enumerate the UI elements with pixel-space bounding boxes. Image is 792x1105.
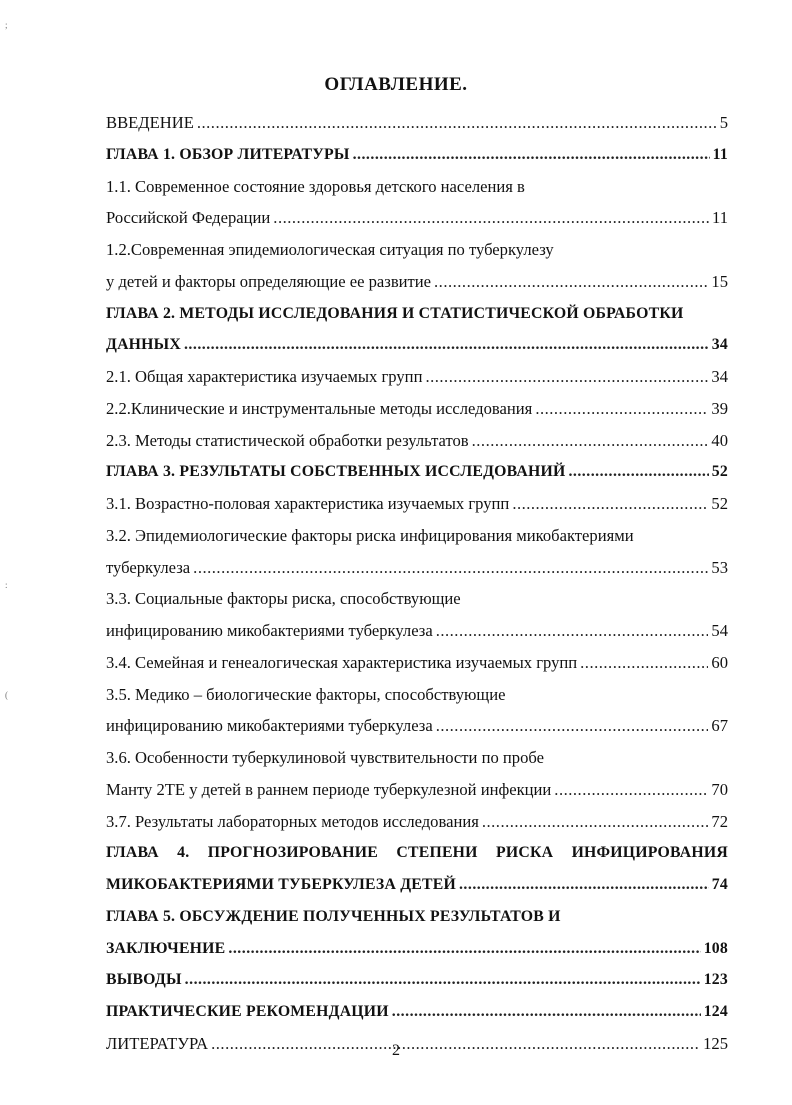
toc-entry bbox=[106, 484, 728, 514]
toc-entry-title: ПРАКТИЧЕСКИЕ РЕКОМЕНДАЦИИ bbox=[106, 1003, 389, 1020]
dot-leader bbox=[568, 462, 708, 482]
dot-leader bbox=[434, 272, 708, 292]
dot-leader bbox=[185, 970, 701, 990]
toc-entry bbox=[106, 262, 728, 292]
dot-leader bbox=[436, 716, 709, 736]
toc-word: 4. bbox=[177, 844, 190, 862]
toc-entry-page: 67 bbox=[711, 716, 728, 736]
toc-entry bbox=[106, 325, 728, 355]
toc-entry-page: 108 bbox=[703, 939, 728, 957]
toc-entry-page: 52 bbox=[711, 494, 728, 513]
toc-entry bbox=[106, 294, 728, 324]
toc-entry-title: Манту 2ТЕ у детей в раннем периоде туберкулезной инфекции bbox=[106, 779, 552, 799]
toc-entry bbox=[106, 516, 728, 546]
toc-entry bbox=[106, 230, 728, 260]
toc-entry-title: инфицированию микобактериями туберкулеза bbox=[106, 716, 433, 736]
toc-entry-page: 15 bbox=[711, 271, 728, 291]
toc-word: РИСКА bbox=[496, 844, 554, 862]
toc-entry bbox=[106, 897, 728, 927]
page-title: ОГЛАВЛЕНИЕ. bbox=[324, 74, 468, 95]
toc-entry-title: у детей и факторы определяющие ее развитие bbox=[106, 271, 432, 291]
dot-leader bbox=[482, 812, 709, 832]
toc-entry-page: 60 bbox=[711, 652, 728, 672]
dot-leader bbox=[353, 145, 710, 165]
toc-entry-page: 70 bbox=[711, 779, 728, 799]
toc-entry bbox=[106, 643, 728, 673]
toc-entry bbox=[106, 865, 728, 895]
toc-entry-page: 39 bbox=[711, 398, 728, 418]
toc-entry-title: 1.1. Современное состояние здоровья детского населения в bbox=[106, 176, 525, 196]
toc-entry-page: 123 bbox=[703, 971, 728, 989]
toc-entry-title: туберкулеза bbox=[106, 557, 191, 577]
toc-entry-title: 3.7. Результаты лабораторных методов исследования bbox=[106, 811, 479, 831]
toc-entry bbox=[106, 738, 728, 768]
toc-entry-page: 53 bbox=[711, 557, 728, 577]
dot-leader bbox=[512, 494, 708, 514]
toc-word: ГЛАВА bbox=[106, 844, 159, 862]
toc-entry bbox=[106, 833, 728, 863]
toc-entry bbox=[106, 135, 728, 165]
dot-leader bbox=[535, 399, 708, 419]
margin-scan-mark: ( bbox=[5, 690, 8, 700]
toc-entry-title: 3.3. Социальные факторы риска, способствующие bbox=[106, 589, 461, 609]
toc-entry-page: 34 bbox=[711, 336, 728, 354]
dot-leader bbox=[228, 939, 700, 959]
toc-entry bbox=[106, 770, 728, 800]
toc-entry-title: 1.2.Современная эпидемиологическая ситуация по туберкулезу bbox=[106, 240, 554, 259]
toc-entry-page: 40 bbox=[711, 430, 728, 450]
page-number: 2 bbox=[392, 1042, 400, 1059]
toc-entry-title: ГЛАВА 5. ОБСУЖДЕНИЕ ПОЛУЧЕННЫХ РЕЗУЛЬТАТОВ И bbox=[106, 907, 561, 925]
dot-leader bbox=[193, 558, 708, 578]
toc-entry-title: 2.3. Методы статистической обработки результатов bbox=[106, 430, 469, 450]
dot-leader bbox=[184, 335, 709, 355]
toc-entry bbox=[106, 452, 728, 482]
toc-entry-title: 3.5. Медико – биологические факторы, способствующие bbox=[106, 684, 506, 704]
toc-entry-title: 2.2.Клинические и инструментальные методы исследования bbox=[106, 398, 533, 418]
toc-entry-title: МИКОБАКТЕРИЯМИ ТУБЕРКУЛЕЗА ДЕТЕЙ bbox=[106, 876, 456, 893]
toc-entry-page: 54 bbox=[711, 621, 728, 640]
toc-entry-page: 74 bbox=[711, 876, 728, 893]
toc-entry-title: ВВЕДЕНИЕ bbox=[106, 113, 194, 132]
dot-leader bbox=[554, 780, 708, 800]
dot-leader bbox=[425, 367, 708, 387]
toc-entry bbox=[106, 421, 728, 451]
toc-entry-title bbox=[106, 843, 728, 863]
toc-entry-page: 124 bbox=[703, 1003, 728, 1020]
toc-entry bbox=[106, 706, 728, 736]
toc-entry-title: 3.1. Возрастно-половая характеристика изучаемых групп bbox=[106, 494, 510, 513]
toc-entry bbox=[106, 167, 728, 197]
toc-entry bbox=[106, 357, 728, 387]
margin-scan-mark: ; bbox=[5, 20, 8, 30]
toc-entry-page: 34 bbox=[711, 367, 728, 386]
toc-entry bbox=[106, 992, 728, 1022]
toc-entry-title: ГЛАВА 3. РЕЗУЛЬТАТЫ СОБСТВЕННЫХ ИССЛЕДОВАНИЙ bbox=[106, 463, 566, 481]
toc-word: ПРОГНОЗИРОВАНИЕ bbox=[207, 844, 379, 862]
toc-entry-title: ГЛАВА 1. ОБЗОР ЛИТЕРАТУРЫ bbox=[106, 145, 350, 163]
toc-entry-title: Российской Федерации bbox=[106, 208, 271, 228]
toc-entry bbox=[106, 103, 728, 133]
toc-entry-title: ЛИТЕРАТУРА bbox=[106, 1033, 209, 1053]
toc-entry bbox=[106, 675, 728, 705]
toc-entry-title: инфицированию микобактериями туберкулеза bbox=[106, 621, 433, 640]
toc-entry bbox=[106, 579, 728, 609]
toc-entry-page: 52 bbox=[711, 463, 728, 481]
toc-entry-title: 2.1. Общая характеристика изучаемых групп bbox=[106, 367, 423, 386]
dot-leader bbox=[459, 875, 709, 895]
dot-leader bbox=[273, 208, 709, 228]
toc-entry-page: 11 bbox=[712, 208, 728, 228]
toc-word: СТЕПЕНИ bbox=[396, 844, 478, 862]
toc-word: ИНФИЦИРОВАНИЯ bbox=[571, 844, 728, 862]
toc-entry-title: ВЫВОДЫ bbox=[106, 971, 182, 989]
toc-entry bbox=[106, 929, 728, 959]
toc-entry-title: ЗАКЛЮЧЕНИЕ bbox=[106, 939, 226, 957]
toc-entry bbox=[106, 960, 728, 990]
dot-leader bbox=[436, 621, 709, 641]
toc-entry-page: 125 bbox=[703, 1033, 728, 1053]
toc-entry-title: ГЛАВА 2. МЕТОДЫ ИССЛЕДОВАНИЯ И СТАТИСТИЧЕСКОЙ ОБРАБОТКИ bbox=[106, 304, 684, 322]
toc-entry-title: ДАННЫХ bbox=[106, 336, 181, 354]
dot-leader bbox=[392, 1002, 701, 1022]
toc-entry-title: 3.4. Семейная и генеалогическая характеристика изучаемых групп bbox=[106, 652, 578, 672]
toc-entry-title: 3.2. Эпидемиологические факторы риска инфицирования микобактериями bbox=[106, 525, 634, 545]
toc-entry bbox=[106, 802, 728, 832]
toc-entry-page: 5 bbox=[719, 113, 728, 132]
dot-leader bbox=[472, 431, 709, 451]
margin-scan-mark: : bbox=[5, 580, 8, 590]
toc-entry bbox=[106, 611, 728, 641]
toc-entry-page: 72 bbox=[711, 811, 728, 831]
toc-entry bbox=[106, 389, 728, 419]
toc-entry bbox=[106, 198, 728, 228]
toc-entry bbox=[106, 548, 728, 578]
toc-entry-page: 11 bbox=[712, 145, 728, 163]
dot-leader bbox=[580, 653, 708, 673]
toc-entry-title: 3.6. Особенности туберкулиновой чувствительности по пробе bbox=[106, 748, 544, 767]
dot-leader bbox=[197, 113, 717, 133]
